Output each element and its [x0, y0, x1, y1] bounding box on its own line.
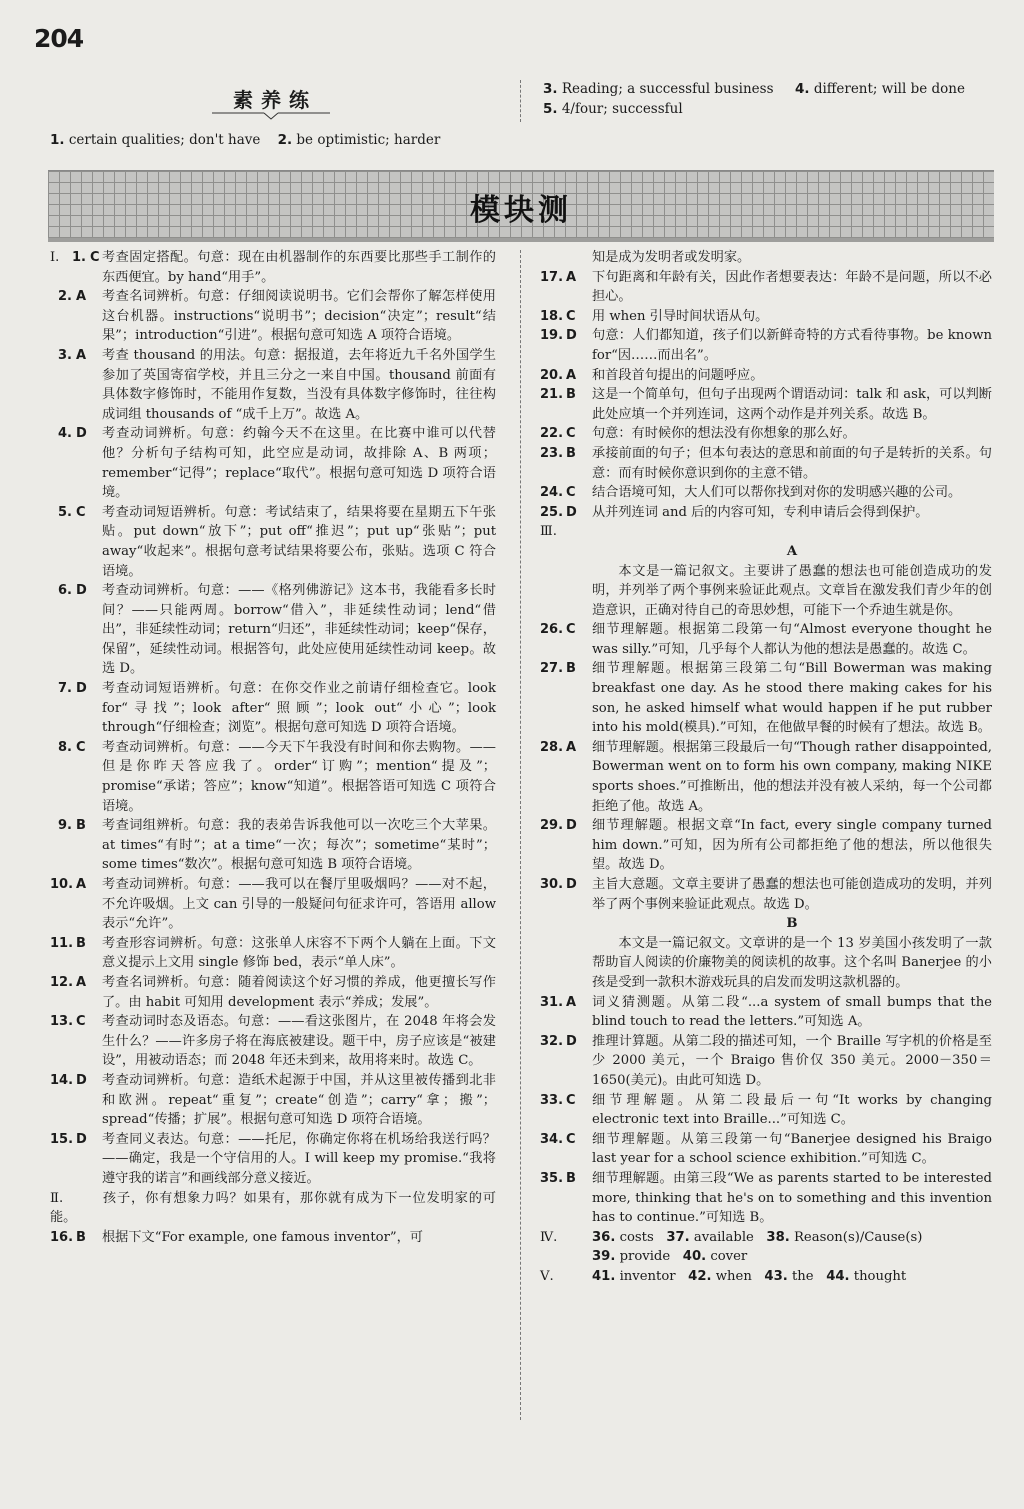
item-number: 41. [592, 1268, 616, 1284]
item-number: 34. [540, 1131, 564, 1147]
item-answer: C [566, 308, 576, 324]
answer-item [540, 424, 992, 444]
answer-item [540, 444, 992, 483]
item-answer: cover [710, 1249, 748, 1265]
section-label: Ⅱ. [50, 1190, 64, 1206]
item-explanation: 考查词组辨析。句意：我的表弟告诉我他可以一次吃三个大苹果。at times“有时”；at a time“一次；每次”；sometime“某时”；some times“数次”。根据句意可知选 B 项符合语境。 [102, 818, 496, 873]
item-number: 15. [50, 1131, 74, 1147]
item-answer: B [566, 387, 576, 403]
item-answer: A [566, 367, 577, 383]
answer-item [540, 268, 992, 307]
item-number: 12. [50, 974, 74, 990]
banner-shadow [48, 238, 994, 242]
item-explanation: 这是一个简单句，但句子出现两个谓语动词：talk 和 ask，可以判断此处应填一个并列连词，这两个动作是并列关系。故选 B。 [592, 387, 992, 422]
item-explanation: 用 when 引导时间状语从句。 [592, 308, 769, 324]
item-number: 5. [58, 504, 72, 520]
answer-item [540, 993, 992, 1032]
item-explanation: 词义猜测题。从第二段“...a system of small bumps that the blind touch to read the letters.”可知选 A。 [592, 994, 992, 1030]
item-number: 38. [766, 1229, 790, 1245]
item-number: 27. [540, 661, 564, 677]
item-explanation: 和首段首句提出的问题呼应。 [592, 367, 764, 383]
item-explanation: 考查名词辨析。句意：随着阅读这个好习惯的养成，他更擅长写作了。由 habit 可知用 development 表示“养成；发展”。 [102, 974, 496, 1010]
item-number: 43. [764, 1268, 788, 1284]
answer-item [540, 326, 992, 365]
item-number: 20. [540, 367, 564, 383]
item-answer: A [76, 289, 87, 305]
heading-underline-ornament [212, 110, 330, 120]
answer-number: 3. [543, 81, 558, 97]
answer-item [540, 307, 992, 327]
item-explanation: 考查名词辨析。句意：仔细阅读说明书。它们会帮你了解怎样使用这台机器。instructions“说明书”；decision“决定”；result“结果”；introduction“引进”。根据句意可知选 A 项符合语境。 [102, 289, 496, 344]
item-explanation: 推理计算题。从第二段的描述可知，一个 Braille 写字机的价格是至少 2000 美元，一个 Braigo 售价仅 350 美元。2000－350＝1650(美元)。由此可知选 D。 [592, 1033, 992, 1088]
item-number: 30. [540, 877, 564, 892]
item-explanation: 考查固定搭配。句意：现在由机器制作的东西要比那些手工制作的东西便宜。by hand“用手”。 [102, 250, 496, 285]
item-answer: A [566, 739, 577, 755]
item-explanation: 根据下文“For example, one famous inventor”，可 [102, 1229, 423, 1245]
item-explanation: 考查动词短语辨析。句意：在你交作业之前请仔细检查它。look for“寻找”；look after“照顾”；look out“小心”；look through“仔细检查；浏览”。根据句意可知选 D 项符合语境。 [102, 681, 496, 736]
item-number: 24. [540, 485, 564, 501]
item-answer: D [76, 583, 87, 599]
item-number: 10. [50, 877, 74, 892]
item-number: 16. [50, 1229, 74, 1245]
answer-item [50, 973, 496, 1012]
item-answer: A [76, 877, 87, 892]
item-number: 11. [50, 935, 74, 951]
answer-text: be optimistic; harder [296, 132, 441, 148]
item-answer: D [566, 504, 577, 520]
item-continuation: 知是成为发明者或发明家。 [592, 250, 751, 265]
item-explanation: 细节理解题。由第三段“We as parents started to be interested more, thinking that he's on to something and this invention has to continue.”可知选 B。 [592, 1170, 992, 1226]
section-ii-intro [50, 1189, 496, 1228]
item-answer: D [76, 1072, 87, 1088]
item-number: 13. [50, 1014, 74, 1030]
item-number: 17. [540, 269, 564, 285]
answer-text: 4/four; successful [561, 101, 683, 117]
right-column [540, 248, 992, 1286]
answer-item [50, 875, 496, 934]
item-number: 26. [540, 622, 564, 638]
item-answer: C [89, 250, 100, 265]
item-number: 1. [72, 250, 86, 265]
item-answer: A [566, 269, 577, 285]
item-number: 36. [592, 1229, 616, 1245]
column-divider [520, 250, 521, 1420]
item-answer: A [76, 974, 87, 990]
passage-summary: 本文是一篇记叙文。主要讲了愚蠢的想法也可能创造成功的发明，并列举了两个事例来验证此观点。文章旨在激发我们青少年的创造意识，正确对待自己的奇思妙想，可能下一个乔迪生就是你。 [592, 563, 992, 618]
item-number: 33. [540, 1092, 564, 1108]
item-answer: C [76, 504, 86, 520]
item-number: 31. [540, 994, 564, 1010]
item-explanation: 考查动词辨析。句意：——我可以在餐厅里吸烟吗？——对不起，不允许吸烟。上文 can 引导的一般疑问句征求许可，答语用 allow 表示“允许”。 [102, 877, 496, 932]
item-answer: D [566, 1033, 577, 1049]
item-number: 14. [50, 1072, 74, 1088]
banner-title: 模块测 [470, 193, 572, 228]
answer-item [540, 620, 992, 659]
section-label: Ⅴ. [540, 1268, 554, 1284]
fill-in-row [540, 1228, 992, 1248]
item-number: 25. [540, 504, 564, 520]
item-explanation: 细节理解题。根据文章“In fact, every single company turned him down.”可知，因为所有公司都拒绝了他的想法，所以他很失望。故选 D。 [592, 818, 992, 873]
item-explanation: 考查动词辨析。句意：——今天下午我没有时间和你去购物。——但是你昨天答应我了。order“订购”；mention“提及”；promise“承诺；答应”；know“知道”。根据答语可知选 C 项符合语境。 [102, 739, 496, 814]
column-divider [520, 80, 521, 122]
answer-item [50, 934, 496, 973]
suyang-heading: 素养练 [233, 88, 317, 112]
answer-item [50, 1228, 496, 1248]
item-number: 9. [58, 818, 72, 834]
item-explanation: 细节理解题。根据第二段第一句“Almost everyone thought he was silly.”可知，几乎每个人都认为他的想法是愚蠢的。故选 C。 [592, 622, 992, 657]
page-number: 204 [34, 24, 84, 53]
item-number: 40. [682, 1249, 707, 1265]
item-answer: D [76, 681, 87, 697]
answer-item [540, 659, 992, 737]
answer-item [540, 366, 992, 386]
answer-item [540, 1169, 992, 1228]
answer-item [50, 738, 496, 816]
section-label: Ⅲ. [540, 524, 557, 540]
item-answer: A [566, 994, 577, 1010]
answer-item [540, 738, 992, 816]
item-explanation: 细节理解题。根据第三段第二句“Bill Bowerman was making breakfast one day. As he stood there making cakes for his son, he asked himself what would happen if he put rubber into his mold(模具).”可知，在他做早餐的时候有了想法。故选 B。 [592, 661, 992, 736]
item-explanation: 考查动词辨析。句意：——《格列佛游记》这本书，我能看多长时间？——只能两周。borrow“借入”，非延续性动词；lend“借出”，非延续性动词；return“归还”，非延续性动词；keep“保存，保留”，延续性动词。根据答句，此处应使用延续性动词 keep。故选 D。 [102, 583, 496, 677]
item-answer: C [566, 485, 576, 501]
item-explanation: 细节理解题。从第二段最后一句“It works by changing electronic text into Braille...”可知选 C。 [592, 1092, 992, 1128]
item-number: 19. [540, 328, 564, 344]
item-answer: B [566, 1170, 576, 1186]
item-answer: when [715, 1268, 752, 1284]
answer-item [50, 1071, 496, 1130]
item-number: 6. [58, 583, 72, 599]
item-answer: C [566, 1131, 576, 1147]
item-explanation: 细节理解题。从第三段第一句“Banerjee designed his Braigo last year for a school science exhibition.”可知选 C。 [592, 1131, 992, 1167]
item-number: 23. [540, 445, 564, 461]
item-answer: D [566, 877, 577, 892]
item-explanation: 句意：人们都知道，孩子们以新鲜奇特的方式看待事物。be known for“因……而出名”。 [592, 328, 992, 363]
answer-number: 2. [277, 132, 293, 148]
item-explanation: 从并列连词 and 后的内容可知，专利申请后会得到保护。 [592, 504, 929, 520]
item-answer: C [566, 426, 576, 442]
item-number: 22. [540, 426, 564, 442]
item-answer: D [76, 1131, 87, 1147]
item-explanation: 结合语境可知，大人们可以帮你找到对你的发明感兴趣的公司。 [592, 485, 962, 501]
suyang-answer-row-1 [50, 132, 440, 148]
item-explanation: 考查形容词辨析。句意：这张单人床容不下两个人躺在上面。下文意义提示上文用 single 修饰 bed，表示“单人床”。 [102, 935, 496, 971]
answer-item [50, 248, 496, 287]
item-answer: D [76, 426, 87, 442]
left-column [50, 248, 496, 1247]
answer-item [50, 816, 496, 875]
answer-item [50, 346, 496, 424]
item-number: 28. [540, 739, 564, 755]
suyang-answer-row-2 [543, 81, 965, 97]
item-number: 7. [58, 681, 72, 697]
passage-label: A [786, 543, 798, 559]
item-number: 8. [58, 739, 72, 755]
item-explanation: 考查动词短语辨析。句意：考试结束了，结果将要在星期五下午张贴。put down“放下”；put off“推迟”；put up“张贴”；put away“收起来”。根据句意考试结果将要公布，张贴。选项 C 符合语境。 [102, 504, 496, 579]
answer-item [540, 1032, 992, 1091]
answer-item [50, 1012, 496, 1071]
item-answer: A [76, 347, 87, 363]
item-answer: costs [619, 1229, 654, 1245]
answer-item [50, 1130, 496, 1189]
item-number: 4. [58, 426, 72, 442]
answer-item [540, 503, 992, 523]
item-number: 42. [688, 1268, 712, 1284]
item-number: 35. [540, 1170, 564, 1186]
answer-item [50, 503, 496, 581]
item-number: 32. [540, 1033, 564, 1049]
answer-number: 1. [50, 132, 65, 148]
item-answer: B [76, 818, 86, 834]
item-number: 2. [58, 289, 72, 305]
section-label: Ⅳ. [540, 1229, 558, 1245]
item-number: 29. [540, 818, 564, 834]
item-explanation: 考查动词时态及语态。句意：——看这张图片，在 2048 年将会发生什么？——许多房子将在海底被建设。题干中，房子应该是“被建设”，用被动语态；而 2048 年还未到来，故用将来时。故选 C。 [102, 1014, 496, 1069]
passage-summary: 本文是一篇记叙文。文章讲的是一个 13 岁美国小孩发明了一款帮助盲人阅读的价廉物美的阅读机的故事。这个名叫 Banerjee 的小孩是受到一款积木游戏玩具的启发而发明这款机器的。 [592, 935, 992, 990]
answer-item [50, 679, 496, 738]
answer-item [540, 385, 992, 424]
item-answer: C [76, 739, 86, 755]
item-number: 37. [666, 1229, 690, 1245]
item-answer: available [693, 1229, 754, 1245]
item-explanation: 考查动词辨析。句意：约翰今天不在这里。在比赛中谁可以代替他？分析句子结构可知，此空应是动词，故排除 A、B 两项；remember“记得”；replace“取代”。根据句意可知选 D 项符合语境。 [102, 426, 496, 501]
answer-text: certain qualities; don't have [68, 132, 261, 148]
item-answer: provide [619, 1249, 671, 1265]
answer-item [50, 581, 496, 679]
answer-text: Reading; a successful business [561, 81, 774, 97]
item-answer: B [566, 445, 576, 461]
answer-item [50, 287, 496, 346]
answer-item [540, 1130, 992, 1169]
answer-item [540, 816, 992, 875]
answer-item [540, 1091, 992, 1130]
item-explanation: 考查同义表达。句意：——托尼，你确定你将在机场给我送行吗？——确定，我是一个守信用的人。I will keep my promise.“我将遵守我的诺言”和画线部分意义接近。 [102, 1131, 496, 1186]
answer-item [540, 875, 992, 914]
item-explanation: 下句距离和年龄有关，因此作者想要表达：年龄不是问题，所以不必担心。 [592, 269, 992, 305]
item-number: 3. [58, 347, 72, 363]
item-explanation: 考查动词辨析。句意：造纸术起源于中国，并从这里被传播到北非和欧洲。repeat“重复”；create“创造”；carry“拿；搬”；spread“传播；扩展”。根据句意可知选 D 项符合语境。 [102, 1072, 496, 1128]
item-explanation: 句意：有时候你的想法没有你想象的那么好。 [592, 426, 856, 442]
item-answer: thought [853, 1268, 907, 1284]
item-explanation: 考查 thousand 的用法。句意：据报道，去年将近九千名外国学生参加了英国寄宿学校，并且三分之一来自中国。thousand 前面有具体数字修饰时，不能用作复数，当没有具体数字修饰时，往往构成词组 thousands of “成千上万”。故选 A。 [102, 347, 496, 422]
answer-item [50, 424, 496, 502]
item-explanation: 承接前面的句子；但本句表达的意思和前面的句子是转折的关系。句意：而有时候你意识到你的主意不错。 [592, 445, 992, 481]
item-number: 39. [592, 1249, 616, 1265]
item-answer: B [76, 1229, 86, 1245]
section-intro-text: 孩子，你有想象力吗？如果有，那你就有成为下一位发明家的可能。 [50, 1190, 496, 1226]
answer-item [540, 483, 992, 503]
fill-in-row [540, 1247, 992, 1267]
answer-text: different; will be done [813, 81, 965, 97]
answer-number: 5. [543, 101, 558, 117]
item-answer: B [566, 661, 576, 677]
item-number: 44. [826, 1268, 850, 1284]
section-banner [48, 170, 994, 240]
item-explanation: 主旨大意题。文章主要讲了愚蠢的想法也可能创造成功的发明，并列举了两个事例来验证此观点。故选 D。 [592, 877, 992, 912]
answer-number: 4. [795, 81, 810, 97]
suyang-answer-row-3 [543, 101, 683, 117]
item-answer: D [566, 328, 577, 344]
item-answer: inventor [619, 1268, 676, 1284]
item-number: 21. [540, 387, 564, 403]
item-answer: B [76, 935, 86, 951]
item-answer: C [566, 1092, 576, 1108]
section-label: Ⅰ. [50, 250, 60, 265]
item-explanation: 细节理解题。根据第三段最后一句“Though rather disappointed, Bowerman went on to form his own company, making NIKE sports shoes.”可推断出，他的想法并没有被人采纳，每一个公司都拒绝了他。故选 A。 [592, 739, 992, 814]
item-number: 18. [540, 308, 564, 324]
item-answer: the [792, 1268, 814, 1284]
fill-in-row [540, 1267, 992, 1287]
item-answer: C [566, 622, 576, 638]
item-answer: C [76, 1014, 86, 1030]
item-answer: Reason(s)/Cause(s) [794, 1229, 923, 1245]
item-answer: D [566, 818, 577, 834]
passage-label: B [786, 916, 798, 932]
